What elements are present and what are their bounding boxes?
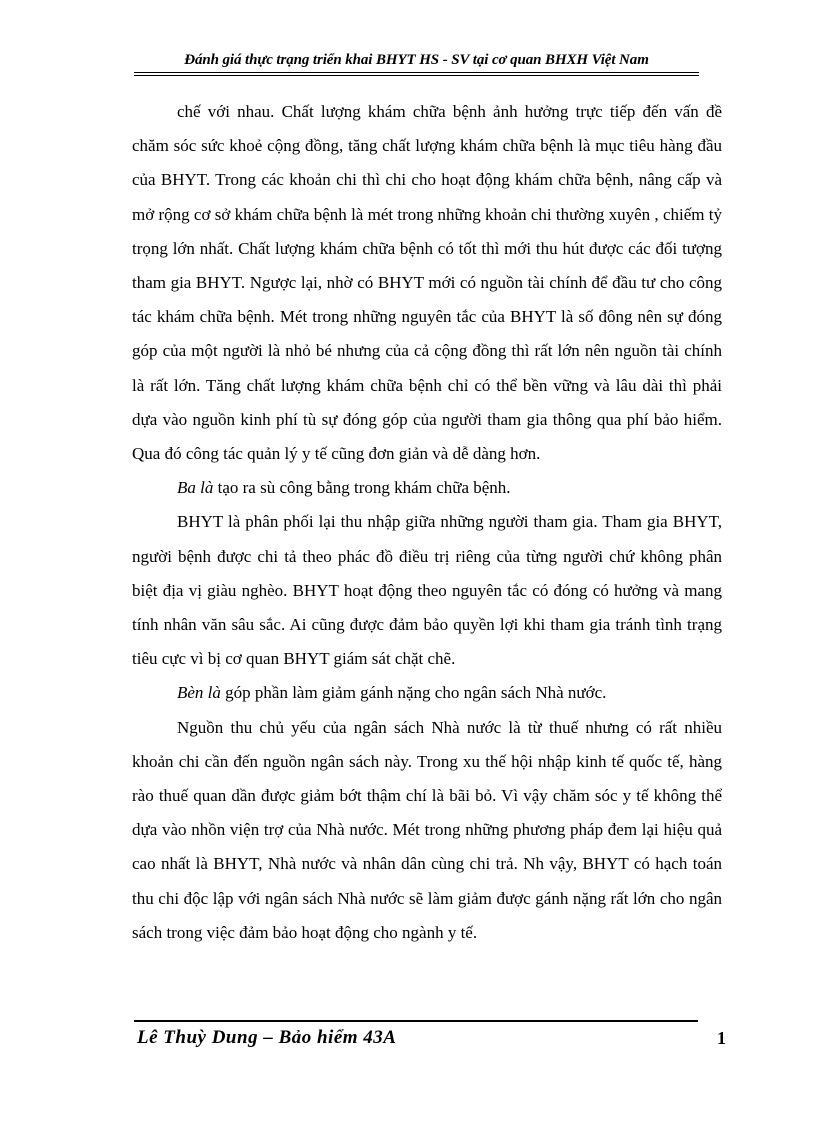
paragraph-continued: chế với nhau. Chất lượng khám chữa bệnh ảnh hưởng trực tiếp đến vấn đề chăm sóc sức khoẻ cộng đồng, tăng chất lượng khám chữa bệnh là mục tiêu hàng đầu của BHYT. Trong các khoản chi thì chi cho hoạt động khám chữa bệnh, nâng cấp và mở rộng cơ sở khám chữa bệnh là mét trong những khoản chi thường xuyên , chiếm tỷ trọng lớn nhất. Chất lượng khám chữa bệnh có tốt thì mới thu hút được các đối tượng tham gia BHYT. Ngược lại, nhờ có BHYT mới có nguồn tài chính để đầu tư cho công tác khám chữa bệnh. Mét trong những nguyên tắc của BHYT là số đông nên sự đóng góp của một người là nhỏ bé nhưng của cả cộng đồng thì rất lớn nên nguồn tài chính là rất lớn. Tăng chất lượng khám chữa bệnh chỉ có thể bền vững và lâu dài thì phải dựa vào nguồn kinh phí tù sự đóng góp của người tham gia thông qua phí bảo hiểm. Qua đó công tác quản lý y tế cũng đơn giản và dễ dàng hơn. [132, 102, 722, 464]
paragraph-bhyt-phan-phoi: BHYT là phân phối lại thu nhập giữa những người tham gia. Tham gia BHYT, người bệnh được chi tả theo phác đồ điều trị riêng của từng người chứ không phân biệt địa vị giàu nghèo. BHYT hoạt động theo nguyên tắc có đóng có hưởng và mang tính nhân văn sâu sắc. Ai cũng được đảm bảo quyền lợi khi tham gia tránh tình trạng tiêu cực vì bị cơ quan BHYT giám sát chặt chẽ. [132, 512, 722, 669]
lead-bon-la: Bèn là [177, 683, 221, 703]
footer-rule [134, 1020, 698, 1022]
lead-ba-la: Ba là [177, 478, 214, 498]
footer-author: Lê Thuỳ Dung – Bảo hiểm 43A [137, 1027, 397, 1048]
paragraph-bon-la-text: góp phần làm giảm gánh nặng cho ngân sách Nhà nước. [220, 683, 607, 703]
document-body [132, 95, 722, 950]
paragraph-ba-la-text: tạo ra sù công bằng trong khám chữa bệnh. [213, 478, 511, 498]
page-number: 1 [717, 1028, 726, 1048]
page-header [134, 50, 699, 76]
header-rule [134, 72, 699, 76]
paragraph-bon-la [132, 676, 722, 710]
header-title: Đánh giá thực trạng triển khai BHYT HS - SV tại cơ quan BHXH Việt Nam [184, 52, 649, 68]
paragraph-ba-la [132, 471, 722, 505]
paragraph-nguon-thu: Nguồn thu chủ yếu của ngân sách Nhà nước là từ thuế nhưng có rất nhiều khoản chi cần đến nguồn ngân sách này. Trong xu thế hội nhập kinh tế quốc tế, hàng rào thuế quan dần được giảm bớt thậm chí là bãi bỏ. Vì vậy chăm sóc y tế không thể dựa vào nhồn viện trợ của Nhà nước. Mét trong những phương pháp đem lại hiệu quả cao nhất là BHYT, Nhà nước và nhân dân cùng chi trả. Nh vậy, BHYT có hạch toán thu chi độc lập với ngân sách Nhà nước sẽ làm giảm được gánh nặng rất lớn cho ngân sách trong việc đảm bảo hoạt động cho ngành y tế. [132, 717, 722, 942]
